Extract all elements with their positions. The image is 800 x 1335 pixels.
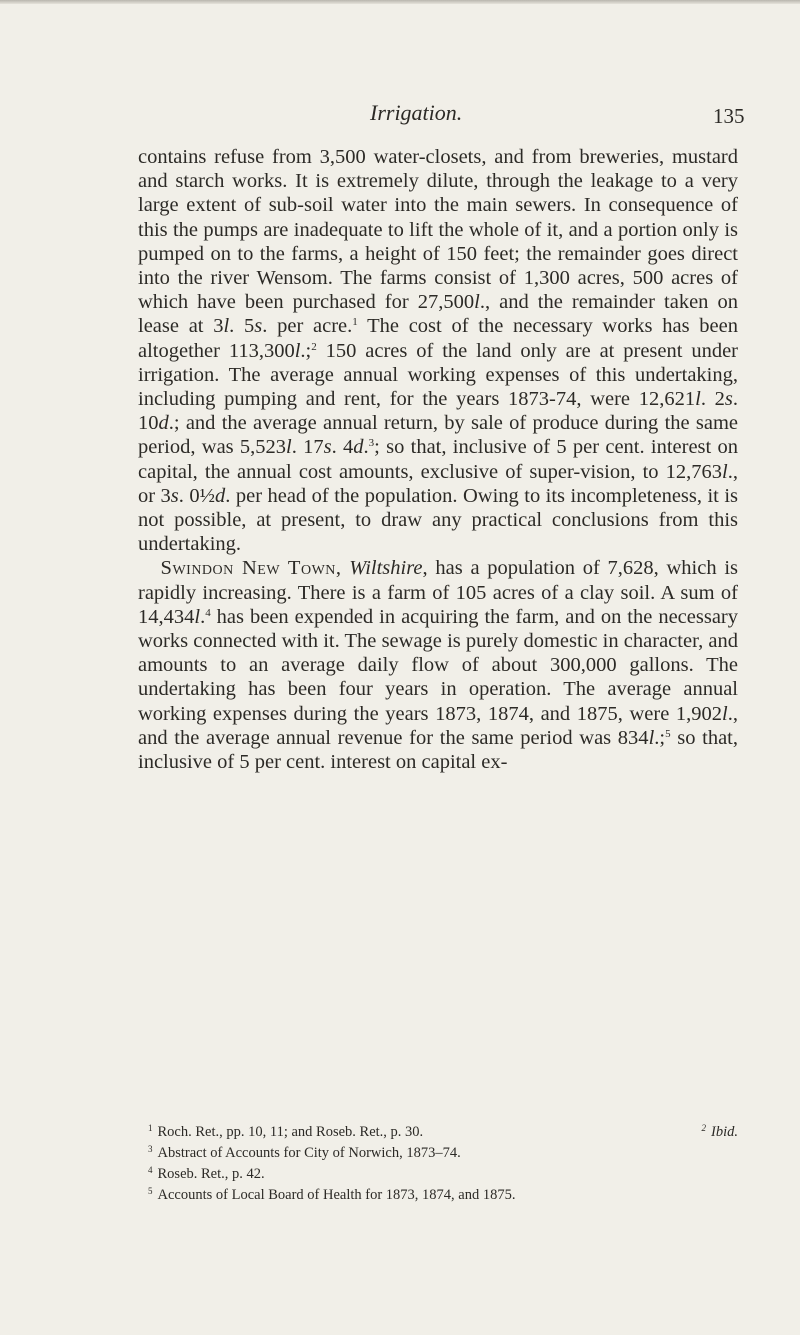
page-header — [0, 100, 800, 134]
body-text — [138, 145, 738, 774]
footnote-ref-3: 3 — [368, 437, 375, 450]
paragraph-swindon: Swindon New Town, Wiltshire, has a population of 7,628, which is rapidly increasing. There is a farm of 105 acres of a clay soil. A sum of 14,434l.$^4$ has been expended in acquiring the farm, and on the necessary works connected with it. The sewage is purely domestic in character, and amounts to an average daily flow of about 300,000 gallons. The undertaking has been four years in operation. The average annual working expenses during the years 1873, 1874, and 1875, were 1,902l., and the average annual revenue for the same period was 834l.;$^5$ so that, inclusive of 5 per cent. interest on capital ex- — [138, 557, 739, 774]
footnotes — [148, 1120, 738, 1204]
footnote-ref-1: 1 — [352, 316, 358, 329]
top-edge-rule — [0, 0, 800, 4]
footnote-1: $^1$ Roch. Ret., pp. 10, 11; and Roseb. Ret., p. 30. $^2$ Ibid. — [148, 1120, 738, 1141]
place-name: Swindon New Town, — [160, 557, 342, 580]
footnote-4: $^4$ Roseb. Ret., p. 42. — [148, 1165, 265, 1182]
footnote-3: $^3$ Abstract of Accounts for City of Norwich, 1873–74. — [148, 1144, 461, 1161]
footnote-ref-4: 4 — [205, 606, 211, 619]
footnote-ref-2: 2 — [311, 340, 317, 353]
footnote-5: $^5$ Accounts of Local Board of Health for 1873, 1874, and 1875. — [148, 1186, 516, 1203]
running-title: Irrigation. — [370, 100, 463, 125]
paragraph-norwich: contains refuse from 3,500 water-closets, and from breweries, mustard and starch works. It is extremely dilute, through the leakage to a very large extent of sub-soil water into the main sewers. In consequence of this the pumps are inadequate to lift the whole of it, and a portion only is pumped on to the farms, a height of 150 feet; the remainder goes direct into the river Wensom. The farms consist of 1,300 acres, 500 acres of which have been purchased for 27,500l., and the remainder taken on lease at 3l. 5s. per acre.$^1$ The cost of the necessary works has been altogether 113,300l.;$^2$ 150 acres of the land only are at present under irrigation. The average annual working expenses of this undertaking, including pumping and rent, for the years 1873-74, were 12,621l. 2s. 10d.; and the average annual return, by sale of produce during the same period, was 5,523l. 17s. 4d.$^3$; so that, inclusive of 5 per cent. interest on capital, the annual cost amounts, exclusive of super-vision, to 12,763l., or 3s. 0½d. per head of the population. Owing to its incompleteness, it is not possible, at present, to draw any practical conclusions from this undertaking. — [138, 146, 739, 556]
footnote-2: $^2$ Ibid. — [701, 1123, 738, 1140]
county-name: Wiltshire — [349, 557, 423, 580]
page-number: 135 — [713, 104, 745, 128]
footnote-ref-5: 5 — [665, 727, 671, 740]
